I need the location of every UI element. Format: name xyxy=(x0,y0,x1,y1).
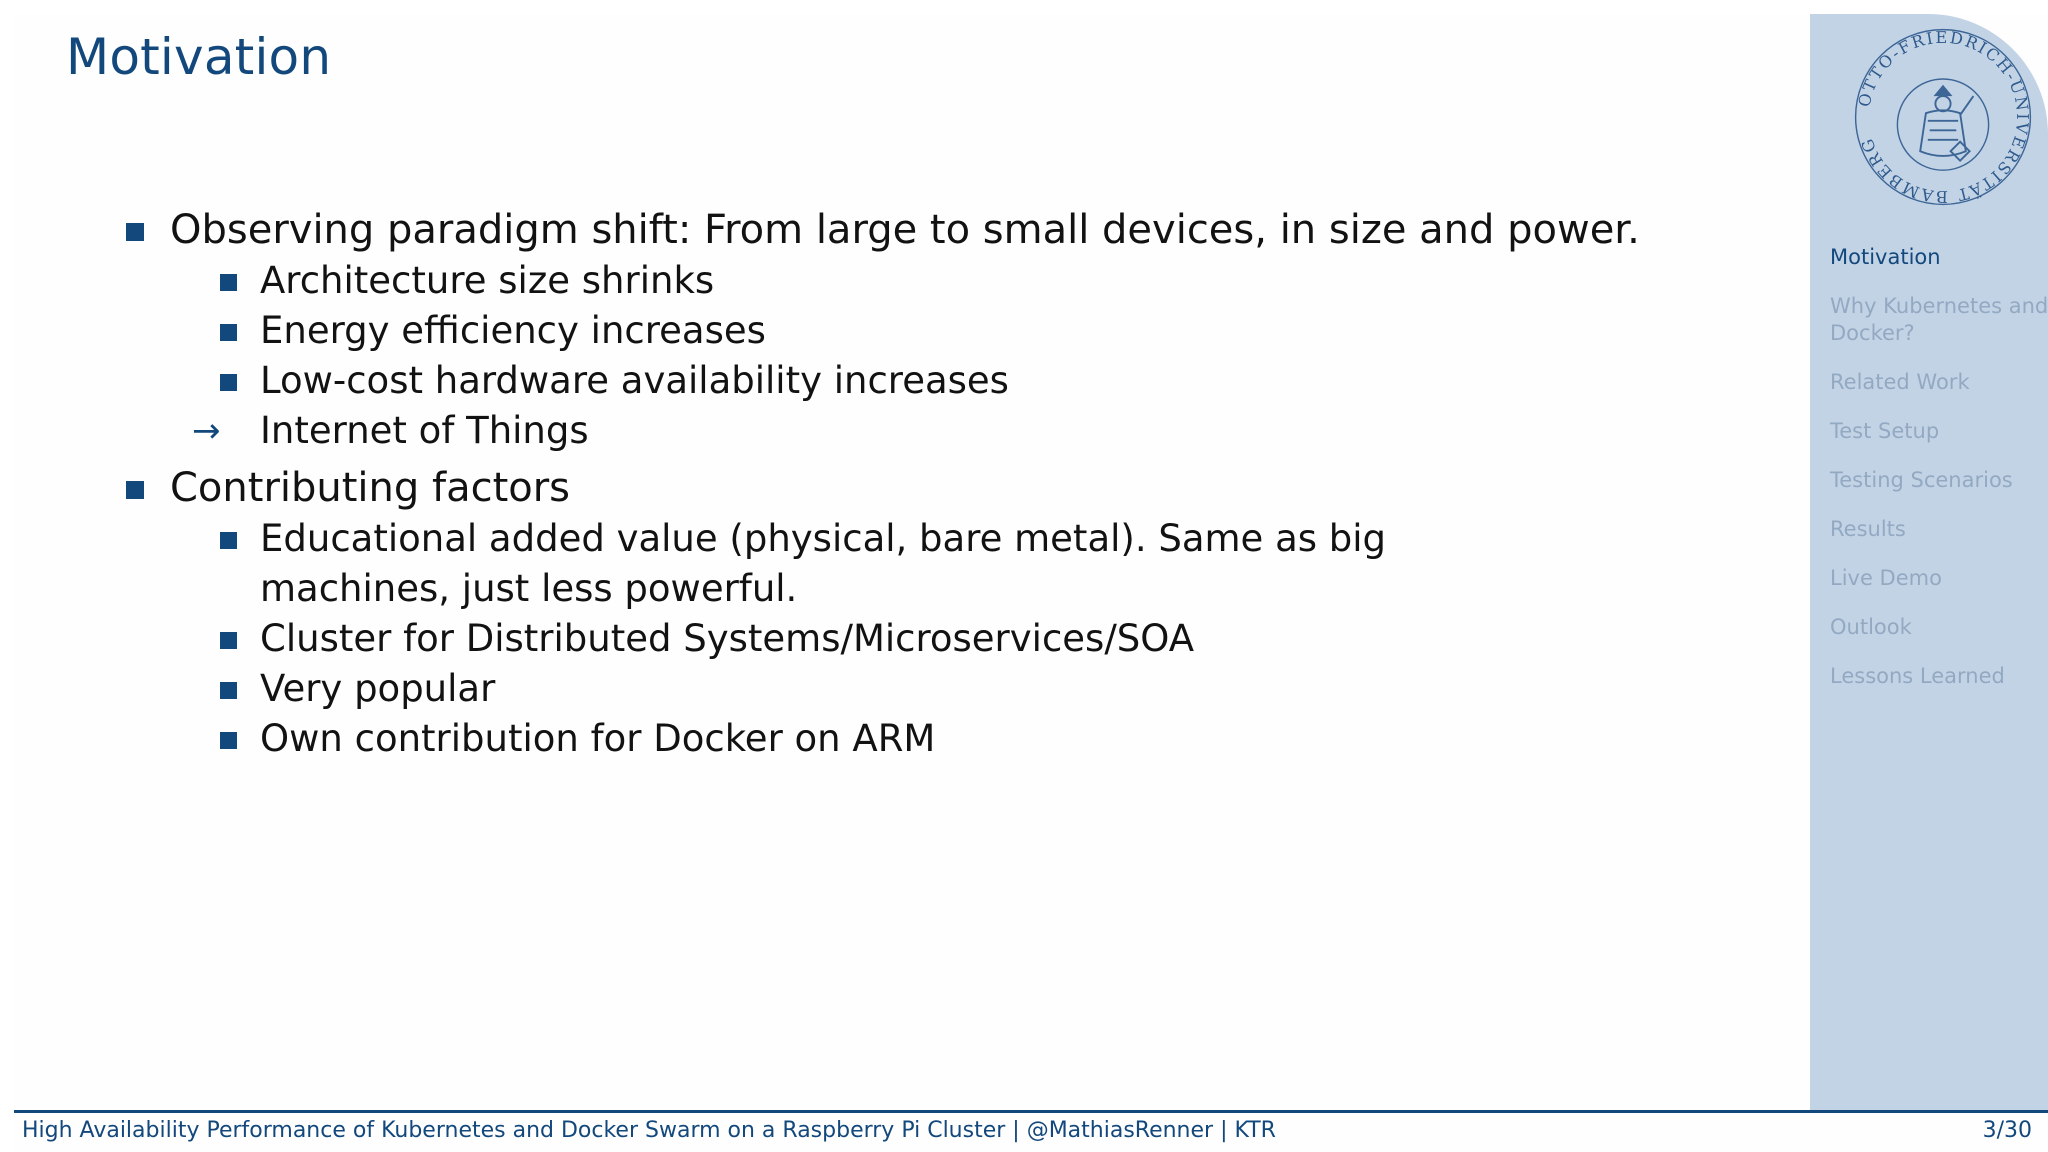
nav-item-test-setup[interactable]: Test Setup xyxy=(1830,419,1940,443)
bullet-item-level2 xyxy=(110,256,1690,306)
nav-item-results[interactable]: Results xyxy=(1830,517,1906,541)
bullet-item-level2 xyxy=(110,664,1690,714)
nav-item-testing-scenarios[interactable]: Testing Scenarios xyxy=(1830,468,2013,492)
nav-item-outlook[interactable]: Outlook xyxy=(1830,615,1912,639)
bullet-text: Observing paradigm shift: From large to small devices, in size and power. xyxy=(170,207,1640,253)
square-bullet-icon xyxy=(220,532,237,549)
bullet-text: Energy efficiency increases xyxy=(260,309,766,352)
slide xyxy=(14,14,2048,1152)
square-bullet-icon xyxy=(220,732,237,749)
bullet-text: Cluster for Distributed Systems/Microservices/SOA xyxy=(260,617,1195,660)
footer-divider xyxy=(14,1110,2048,1113)
bullet-text: Architecture size shrinks xyxy=(260,259,715,302)
slide-title: Motivation xyxy=(66,28,332,86)
bullet-text: Internet of Things xyxy=(260,409,589,452)
bullet-text: Educational added value (physical, bare metal). Same as big machines, just less powerful. xyxy=(260,517,1387,610)
bullet-item-level1 xyxy=(110,204,1690,256)
footer-text: High Availability Performance of Kubernetes and Docker Swarm on a Raspberry Pi Cluster | @MathiasRenner | KTR xyxy=(22,1118,1276,1143)
bullet-item-level2 xyxy=(110,714,1690,764)
left-margin xyxy=(0,0,14,1152)
nav-item-related-work[interactable]: Related Work xyxy=(1830,370,1970,394)
square-bullet-icon xyxy=(126,481,144,499)
square-bullet-icon xyxy=(126,223,144,241)
square-bullet-icon xyxy=(220,374,237,391)
right-arrow-icon: → xyxy=(192,411,221,451)
bullet-item-level1 xyxy=(110,462,1690,514)
bullet-item-level2 xyxy=(110,614,1690,664)
section-nav xyxy=(1830,244,2048,712)
svg-text:OTTO-FRIEDRICH-UNIVERSITÄT BAM xyxy=(1854,28,2032,206)
bullet-text: Very popular xyxy=(260,667,496,710)
sidebar xyxy=(1810,14,2048,1110)
square-bullet-icon xyxy=(220,682,237,699)
bullet-item-level2 xyxy=(110,356,1690,406)
university-seal-logo xyxy=(1848,22,2038,212)
seal-text: OTTO-FRIEDRICH-UNIVERSITÄT BAMBERG xyxy=(1854,27,2033,207)
nav-item-why-kubernetes-docker[interactable]: Why Kubernetes and Docker? xyxy=(1830,294,2048,345)
square-bullet-icon xyxy=(220,632,237,649)
nav-item-live-demo[interactable]: Live Demo xyxy=(1830,566,1942,590)
bullet-text: Own contribution for Docker on ARM xyxy=(260,717,936,760)
slide-content xyxy=(110,204,1690,764)
arrow-item-level2 xyxy=(110,406,1690,456)
bullet-text: Contributing factors xyxy=(170,465,571,511)
page-number: 3/30 xyxy=(1982,1118,2032,1143)
nav-item-lessons-learned[interactable]: Lessons Learned xyxy=(1830,664,2005,688)
nav-item-motivation[interactable]: Motivation xyxy=(1830,245,1941,269)
square-bullet-icon xyxy=(220,274,237,291)
bullet-item-level2 xyxy=(110,514,1690,614)
bullet-item-level2 xyxy=(110,306,1690,356)
bullet-text: Low-cost hardware availability increases xyxy=(260,359,1009,402)
square-bullet-icon xyxy=(220,324,237,341)
